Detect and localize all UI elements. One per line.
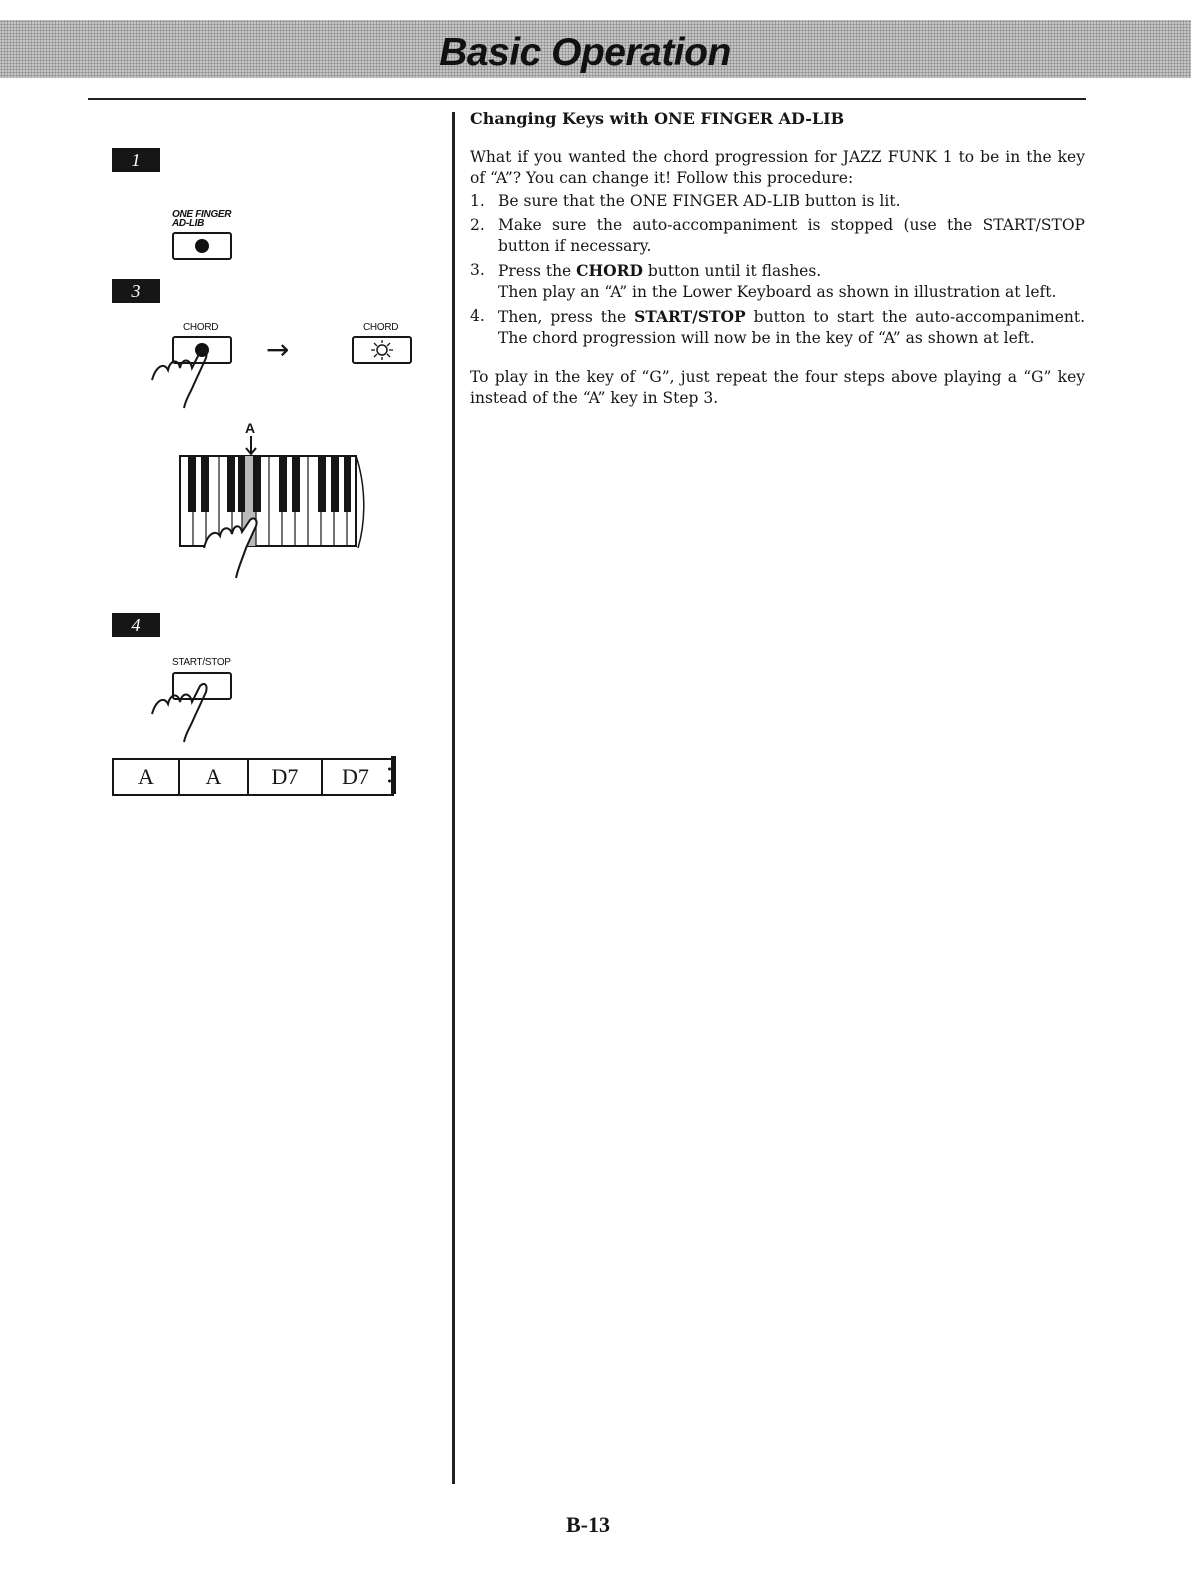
step-text bbox=[498, 306, 1085, 349]
section-title: Changing Keys with ONE FINGER AD-LIB bbox=[470, 109, 845, 128]
repeat-sign-icon bbox=[388, 756, 396, 794]
step-text-part: button to start the auto-accompaniment. The chord progression will now be in the key of “A” as shown at left. bbox=[498, 308, 1085, 347]
list-item bbox=[470, 191, 1085, 212]
key-a-marker: A bbox=[245, 420, 256, 436]
step-text-part: Then play an “A” in the Lower Keyboard as shown in illustration at left. bbox=[498, 283, 1057, 301]
page-number: B-13 bbox=[566, 1512, 610, 1537]
step-text bbox=[498, 260, 1085, 303]
chord-lit-label: CHORD bbox=[363, 322, 399, 333]
chord-cell: A bbox=[114, 760, 180, 794]
header-rule bbox=[88, 98, 1086, 100]
step-badge-4: 4 bbox=[112, 613, 160, 637]
intro-paragraph: What if you wanted the chord progression for JAZZ FUNK 1 to be in the key of “A”? You can change it! Follow this procedure: bbox=[470, 148, 1085, 187]
step-number: 3. bbox=[470, 261, 485, 279]
step-text-part: button until it flashes. bbox=[642, 262, 822, 280]
step-badge-1: 1 bbox=[112, 148, 160, 172]
chord-flashing-button bbox=[352, 336, 412, 364]
list-item bbox=[470, 260, 1085, 303]
ad-lib-label: AD-LIB bbox=[172, 218, 205, 229]
chord-cell: A bbox=[180, 760, 249, 794]
step-number: 1. bbox=[470, 192, 485, 210]
chord-label: CHORD bbox=[183, 322, 219, 333]
step-text: Make sure the auto-accompaniment is stopped (use the START/STOP button if necessary. bbox=[498, 216, 1085, 255]
step-badge-3: 3 bbox=[112, 279, 160, 303]
step-bold-term: CHORD bbox=[576, 261, 643, 280]
list-item bbox=[470, 215, 1085, 257]
column-divider bbox=[452, 112, 455, 1484]
procedure-list bbox=[470, 191, 1085, 349]
one-finger-adlib-button bbox=[172, 232, 232, 260]
step-number: 4. bbox=[470, 307, 485, 325]
one-finger-label: ONE FINGER bbox=[172, 209, 232, 220]
instructions-column bbox=[470, 108, 1085, 425]
step-text-part: Then, press the bbox=[498, 308, 635, 326]
page-title: Basic Operation bbox=[439, 31, 731, 74]
closing-paragraph: To play in the key of “G”, just repeat the four steps above playing a “G” key instead of the “A” key in Step 3. bbox=[470, 368, 1085, 407]
pressing-hand-icon bbox=[146, 348, 216, 410]
chord-progression-bar bbox=[112, 758, 394, 796]
flashing-light-icon bbox=[368, 339, 396, 361]
button-lit-indicator-icon bbox=[195, 239, 209, 253]
chord-cell: D7 bbox=[249, 760, 323, 794]
step-text-part: Press the bbox=[498, 262, 577, 280]
chord-cell: D7 bbox=[342, 764, 369, 789]
step-text: Be sure that the ONE FINGER AD-LIB button is lit. bbox=[498, 192, 901, 210]
then-arrow-icon: → bbox=[266, 333, 290, 366]
pressing-hand-icon bbox=[146, 682, 216, 744]
list-item bbox=[470, 306, 1085, 349]
step-number: 2. bbox=[470, 216, 485, 234]
step-bold-term: START/STOP bbox=[634, 307, 746, 326]
lower-keyboard-illustration bbox=[176, 436, 372, 582]
start-stop-label: START/STOP bbox=[172, 657, 231, 668]
